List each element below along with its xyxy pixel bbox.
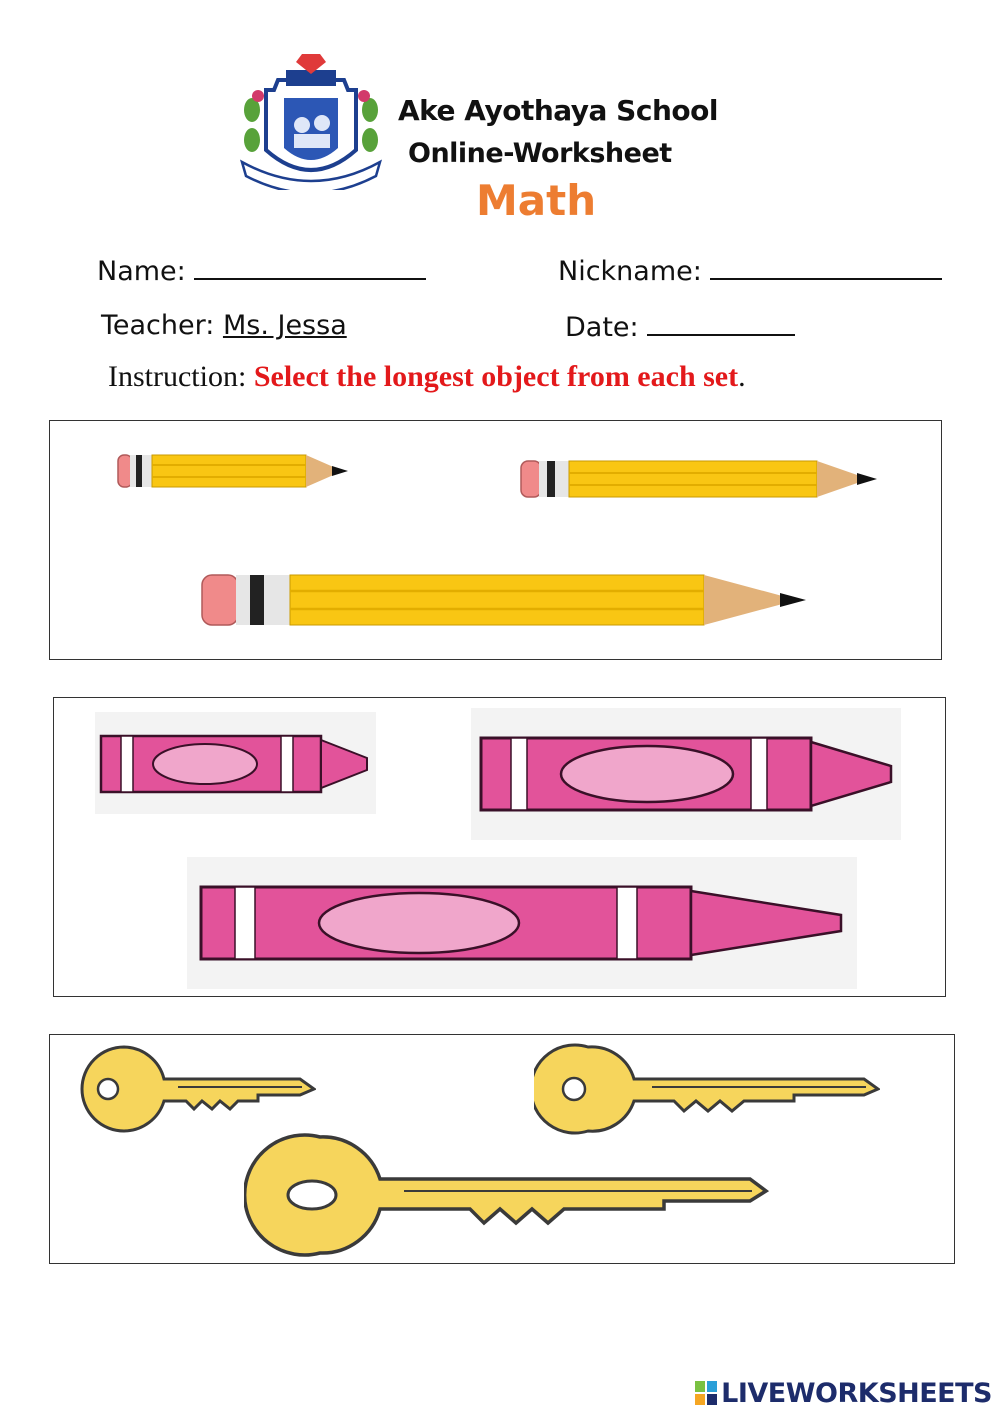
key-icon[interactable]	[244, 1133, 770, 1257]
subject-title: Math	[476, 176, 597, 225]
liveworksheets-logo[interactable]	[695, 1378, 992, 1408]
pencil-icon[interactable]	[116, 451, 350, 491]
teacher-value: Ms. Jessa	[222, 310, 347, 341]
crayon-icon[interactable]	[95, 712, 376, 814]
instruction-end: .	[738, 360, 746, 393]
date-label: Date:	[565, 312, 639, 343]
nickname-field	[558, 254, 942, 287]
school-crest-icon	[238, 50, 384, 190]
instruction-text: Select the longest object from each set	[253, 360, 739, 393]
date-field	[565, 310, 795, 343]
crayon-icon[interactable]	[471, 708, 901, 840]
key-icon[interactable]	[534, 1043, 880, 1135]
teacher-field	[101, 310, 347, 341]
crayon-icon[interactable]	[187, 857, 857, 989]
instruction	[108, 360, 746, 394]
date-blank[interactable]	[647, 310, 795, 336]
worksheet-label: Online-Worksheet	[408, 138, 672, 169]
school-name: Ake Ayothaya School	[398, 94, 718, 127]
pencil-set	[49, 420, 942, 660]
pencil-icon[interactable]	[200, 571, 808, 629]
name-field	[97, 254, 426, 287]
instruction-label: Instruction:	[108, 360, 247, 393]
pencil-icon[interactable]	[519, 457, 879, 501]
name-blank[interactable]	[194, 254, 426, 280]
key-icon[interactable]	[78, 1043, 316, 1135]
brand-mark-icon	[695, 1381, 717, 1405]
key-set	[49, 1034, 955, 1264]
name-label: Name:	[97, 256, 186, 287]
brand-text: LIVEWORKSHEETS	[721, 1377, 992, 1409]
nickname-label: Nickname:	[558, 256, 702, 287]
teacher-label: Teacher:	[101, 310, 215, 341]
nickname-blank[interactable]	[710, 254, 942, 280]
crayon-set	[53, 697, 946, 997]
